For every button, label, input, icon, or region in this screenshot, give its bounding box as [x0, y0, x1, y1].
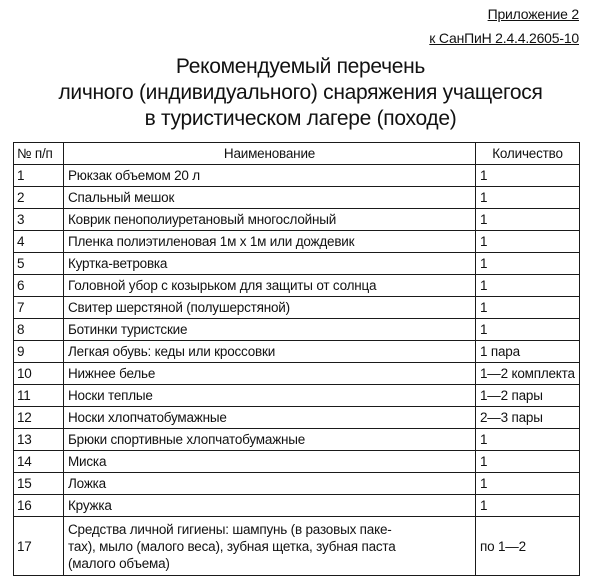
- table-row: [14, 341, 580, 363]
- item-quantity: 1: [476, 187, 580, 209]
- table-row: [14, 429, 580, 451]
- column-header-name: Наименование: [64, 143, 476, 165]
- table-row: [14, 297, 580, 319]
- row-number: 8: [14, 319, 64, 341]
- table-header-row: [14, 143, 580, 165]
- table-row: [14, 165, 580, 187]
- row-number: 6: [14, 275, 64, 297]
- item-quantity: 1: [476, 231, 580, 253]
- item-quantity: 1: [476, 473, 580, 495]
- table-body: [14, 165, 580, 576]
- row-number: 2: [14, 187, 64, 209]
- row-number: 17: [14, 517, 64, 576]
- item-name-line: Средства личной гигиены: шампунь (в разовых паке-: [68, 521, 392, 537]
- table-row: [14, 517, 580, 576]
- row-number: 7: [14, 297, 64, 319]
- item-name: [64, 517, 476, 576]
- row-number: 12: [14, 407, 64, 429]
- item-quantity: 1—2 комплекта: [476, 363, 580, 385]
- column-header-number: № п/п: [14, 143, 64, 165]
- item-name-line: тах), мыло (малого веса), зубная щетка, зубная паста: [68, 538, 396, 554]
- row-number: 10: [14, 363, 64, 385]
- table-row: [14, 231, 580, 253]
- table-row: [14, 187, 580, 209]
- row-number: 9: [14, 341, 64, 363]
- equipment-table: [13, 142, 580, 576]
- item-quantity: 1: [476, 319, 580, 341]
- item-name: Носки теплые: [64, 385, 476, 407]
- item-quantity: 1: [476, 495, 580, 517]
- row-number: 1: [14, 165, 64, 187]
- row-number: 3: [14, 209, 64, 231]
- item-name: Головной убор с козырьком для защиты от солнца: [64, 275, 476, 297]
- item-quantity: 1: [476, 429, 580, 451]
- item-quantity: 1: [476, 165, 580, 187]
- item-name: Миска: [64, 451, 476, 473]
- item-quantity: 2—3 пары: [476, 407, 580, 429]
- row-number: 15: [14, 473, 64, 495]
- table-row: [14, 275, 580, 297]
- row-number: 14: [14, 451, 64, 473]
- row-number: 5: [14, 253, 64, 275]
- item-name: Нижнее белье: [64, 363, 476, 385]
- item-quantity: 1: [476, 275, 580, 297]
- item-name: Кружка: [64, 495, 476, 517]
- item-quantity: 1: [476, 297, 580, 319]
- item-quantity: 1 пара: [476, 341, 580, 363]
- item-name: Легкая обувь: кеды или кроссовки: [64, 341, 476, 363]
- appendix-label: Приложение 2: [487, 6, 579, 22]
- item-name: Носки хлопчатобумажные: [64, 407, 476, 429]
- title-line-2: личного (индивидуального) снаряжения учащегося: [58, 81, 543, 104]
- item-name: Свитер шерстяной (полушерстяной): [64, 297, 476, 319]
- item-quantity: по 1—2: [476, 517, 580, 576]
- item-name-line: (малого объема): [68, 555, 170, 571]
- item-name: Пленка полиэтиленовая 1м х 1м или дождевик: [64, 231, 476, 253]
- row-number: 16: [14, 495, 64, 517]
- item-name: Коврик пенополиуретановый многослойный: [64, 209, 476, 231]
- document-title: [0, 54, 601, 132]
- row-number: 4: [14, 231, 64, 253]
- table-row: [14, 451, 580, 473]
- table-row: [14, 407, 580, 429]
- item-quantity: 1: [476, 209, 580, 231]
- table-row: [14, 209, 580, 231]
- item-name: Рюкзак объемом 20 л: [64, 165, 476, 187]
- title-line-1: Рекомендуемый перечень: [175, 55, 426, 78]
- title-line-3: в туристическом лагере (походе): [144, 107, 457, 130]
- row-number: 13: [14, 429, 64, 451]
- item-name: Спальный мешок: [64, 187, 476, 209]
- table-row: [14, 473, 580, 495]
- column-header-quantity: Количество: [476, 143, 580, 165]
- table-row: [14, 319, 580, 341]
- item-quantity: 1: [476, 451, 580, 473]
- item-name: Куртка-ветровка: [64, 253, 476, 275]
- table-row: [14, 385, 580, 407]
- table-row: [14, 363, 580, 385]
- table-row: [14, 253, 580, 275]
- item-name: Ложка: [64, 473, 476, 495]
- table-row: [14, 495, 580, 517]
- item-name: Ботинки туристские: [64, 319, 476, 341]
- row-number: 11: [14, 385, 64, 407]
- regulation-reference: к СанПиН 2.4.4.2605-10: [429, 30, 579, 46]
- item-name: Брюки спортивные хлопчатобумажные: [64, 429, 476, 451]
- item-quantity: 1—2 пары: [476, 385, 580, 407]
- item-quantity: 1: [476, 253, 580, 275]
